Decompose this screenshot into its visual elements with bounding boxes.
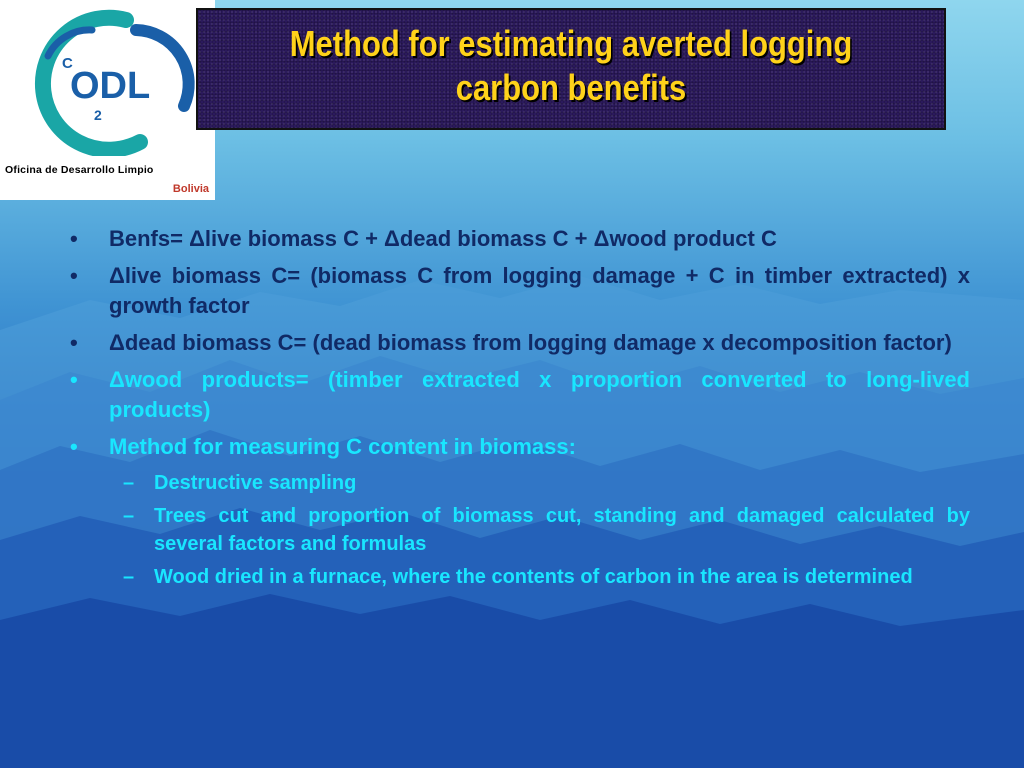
bullet-marker-icon: • [70,434,78,459]
bullet-item [70,261,970,321]
logo-acronym: ODL [70,65,151,107]
bullet-marker-icon: • [70,226,78,251]
bullet-text: Δdead biomass C= (dead biomass from logging damage x decomposition factor) [109,330,952,355]
logo-organization-name: Oficina de Desarrollo Limpio [5,164,154,176]
bullet-marker-icon: • [70,263,78,288]
bullet-item [70,365,970,425]
slide-title: Method for estimating averted logging carbon benefits [289,23,853,108]
sub-bullet-item [109,502,970,558]
title-box [196,8,946,130]
dash-marker-icon: – [123,505,135,527]
logo-bottom-digit: 2 [94,107,102,123]
bullet-text: Method for measuring C content in biomass: [109,434,576,459]
bullet-text: Δwood products= (timber extracted x proportion converted to long-lived products) [109,367,970,422]
bullet-list [70,224,970,596]
bullet-item [70,224,970,254]
sub-bullet-item [109,469,970,497]
sub-bullet-text: Wood dried in a furnace, where the contents of carbon in the area is determined [154,566,913,588]
bullet-text: Δlive biomass C= (biomass C from logging damage + C in timber extracted) x growth factor [109,263,970,318]
logo-emblem-icon [8,6,208,156]
dash-marker-icon: – [123,472,135,494]
logo [0,0,215,200]
bullet-text: Benfs= Δlive biomass C + Δdead biomass C + Δwood product C [109,226,777,251]
bullet-item [70,328,970,358]
bullet-item [70,432,970,462]
logo-top-letter: C [62,55,73,72]
dash-marker-icon: – [123,566,135,588]
bullet-marker-icon: • [70,330,78,355]
sub-bullet-text: Trees cut and proportion of biomass cut, standing and damaged calculated by several factors and formulas [154,505,970,555]
bullet-marker-icon: • [70,367,78,392]
logo-country: Bolivia [172,183,209,195]
sub-bullet-item [109,563,970,591]
sub-bullet-text: Destructive sampling [154,472,357,494]
